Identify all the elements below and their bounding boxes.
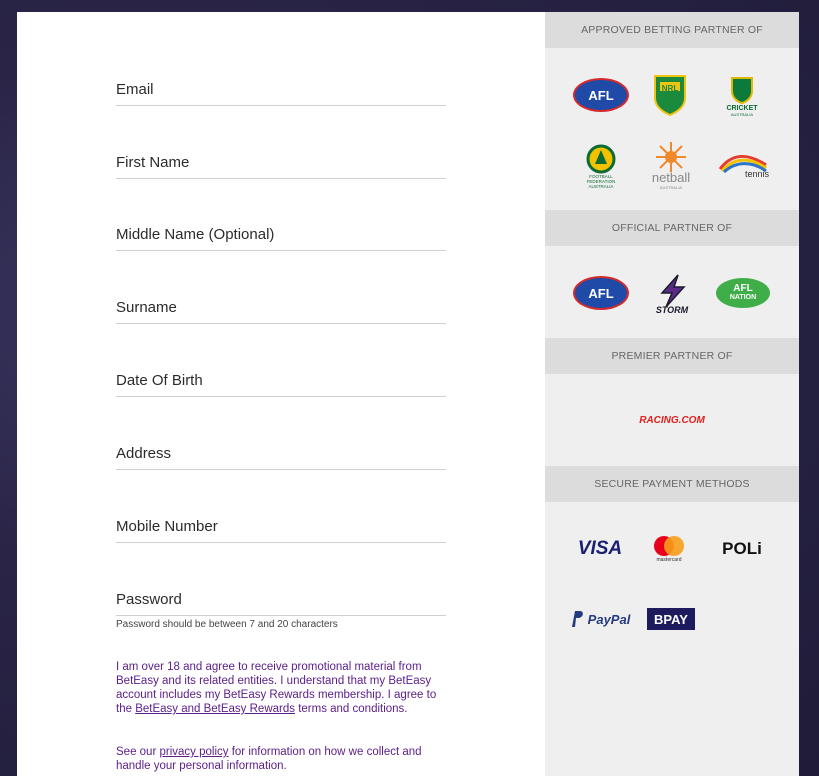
cricket-australia-logo: [720, 70, 764, 122]
racing-com-logo: [622, 410, 722, 430]
afl-logo: [573, 79, 629, 111]
afl-nation-badge: [716, 278, 770, 308]
afl-official-logo: [573, 277, 629, 309]
paypal-logo: [563, 608, 637, 630]
address-field[interactable]: [116, 445, 446, 470]
first-name-label: First Name: [116, 154, 190, 171]
partners-sidebar: [545, 12, 799, 776]
email-input[interactable]: [116, 81, 446, 105]
password-field[interactable]: [116, 591, 446, 616]
paypal-logo-text: PayPal: [587, 611, 631, 627]
netball-sun-icon: [654, 140, 688, 174]
middle-name-label: Middle Name (Optional): [116, 226, 275, 243]
date-of-birth-field[interactable]: [116, 372, 446, 397]
mobile-number-field[interactable]: [116, 518, 446, 543]
afl-nation-logo: [716, 277, 770, 309]
afl-nation-text-1: AFL: [733, 283, 753, 294]
first-name-input[interactable]: [116, 154, 446, 178]
date-of-birth-label: Date Of Birth: [116, 372, 203, 389]
surname-input[interactable]: [116, 299, 446, 323]
surname-field[interactable]: [116, 299, 446, 324]
password-input[interactable]: [116, 591, 446, 615]
afl-nation-text-2: NATION: [729, 294, 757, 301]
mobile-number-input[interactable]: [116, 518, 446, 542]
nrl-logo: [653, 74, 687, 116]
racing-com-logo-text: RACING.COM: [639, 414, 705, 426]
date-of-birth-input[interactable]: [116, 372, 446, 396]
melbourne-storm-logo: [647, 268, 697, 320]
mastercard-circles-icon: [652, 535, 686, 557]
registration-card: [17, 12, 799, 776]
mobile-number-label: Mobile Number: [116, 518, 218, 535]
approved-partner-heading: APPROVED BETTING PARTNER OF: [545, 12, 799, 48]
netball-australia-logo: [643, 138, 699, 192]
ffa-logo: [579, 140, 623, 192]
afl-official-logo-badge: AFL: [573, 276, 629, 310]
terms-link[interactable]: BetEasy and BetEasy Rewards: [135, 703, 295, 715]
terms-text-after: terms and conditions.: [295, 703, 408, 715]
privacy-text-before: See our: [116, 746, 160, 758]
official-partner-heading: OFFICIAL PARTNER OF: [545, 210, 799, 246]
netball-logo-text: netball: [651, 170, 691, 185]
privacy-policy-link[interactable]: privacy policy: [159, 746, 229, 758]
terms-text-before: I am over 18 and agree to receive promotional material from BetEasy and its related entities. I understand that my BetEasy account includes my BetEasy Rewards membership. I agree to the: [116, 661, 437, 715]
mastercard-logo: [649, 534, 689, 564]
address-input[interactable]: [116, 445, 446, 469]
storm-logo-text: STORM: [655, 305, 689, 315]
email-label: Email: [116, 81, 154, 98]
ffa-emblem-icon: [585, 144, 617, 174]
privacy-text-after: for information on how we collect and handle your personal information.: [116, 746, 422, 772]
premier-partner-heading: PREMIER PARTNER OF: [545, 338, 799, 374]
password-hint: Password should be between 7 and 20 characters: [116, 619, 338, 630]
tennis-australia-logo: [717, 148, 769, 182]
cricket-crest-icon: [729, 75, 755, 105]
payment-methods-heading: SECURE PAYMENT METHODS: [545, 466, 799, 502]
poli-logo-text: POLi: [722, 539, 762, 558]
bpay-logo: [647, 608, 695, 630]
afl-logo-badge: AFL: [573, 78, 629, 112]
password-label: Password: [116, 591, 182, 608]
cricket-logo-text: CRICKET: [726, 105, 758, 112]
visa-logo: [569, 538, 631, 560]
middle-name-field[interactable]: [116, 226, 446, 251]
tennis-logo-text: tennis: [744, 169, 769, 179]
registration-form: [17, 12, 545, 776]
middle-name-input[interactable]: [116, 226, 446, 250]
ffa-logo-text: FOOTBALL FEDERATION AUSTRALIA: [586, 173, 616, 189]
mastercard-logo-text: mastercard: [656, 557, 682, 563]
privacy-text: [116, 745, 446, 773]
surname-label: Surname: [116, 299, 177, 316]
terms-text: [116, 660, 446, 716]
netball-logo-subtext: AUSTRALIA: [659, 185, 683, 190]
storm-bolt-icon: [652, 273, 692, 309]
nrl-logo-text: NRL: [661, 84, 679, 93]
poli-logo: [713, 538, 771, 560]
first-name-field[interactable]: [116, 154, 446, 179]
address-label: Address: [116, 445, 172, 462]
email-field[interactable]: [116, 81, 446, 106]
nrl-shield-icon: [653, 74, 687, 116]
paypal-p-icon: [570, 610, 584, 628]
visa-logo-text: VISA: [577, 538, 623, 559]
cricket-logo-subtext: AUSTRALIA: [730, 112, 754, 117]
bpay-logo-text: BPAY: [654, 611, 688, 627]
